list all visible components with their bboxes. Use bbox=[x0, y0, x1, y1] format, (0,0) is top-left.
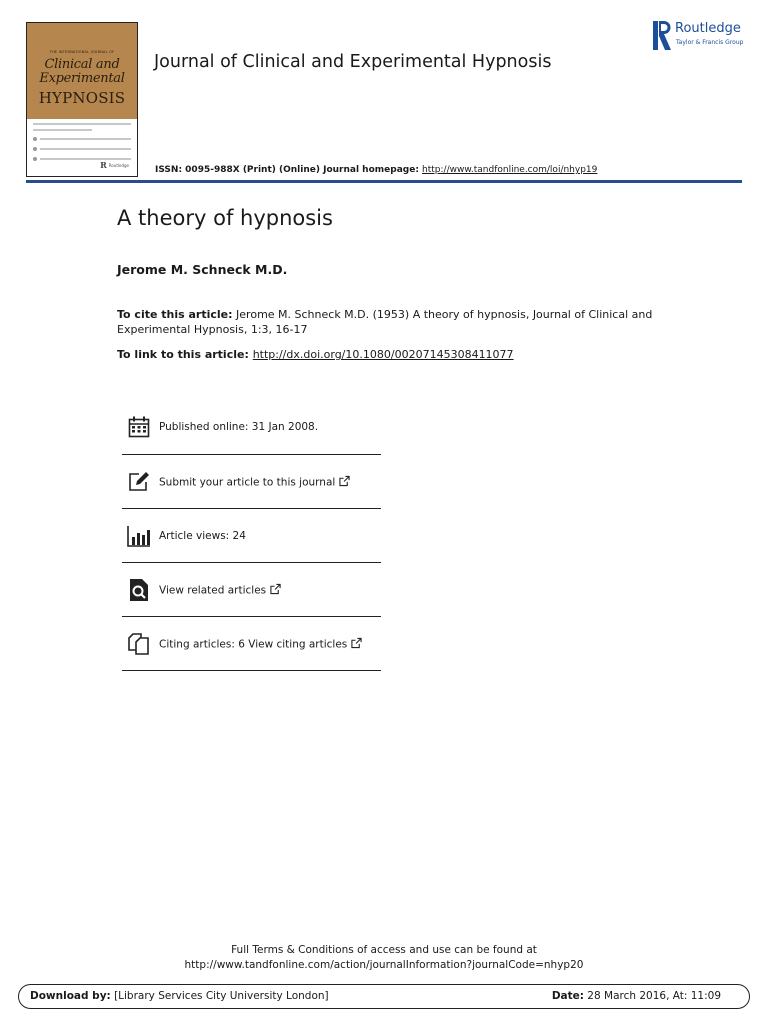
article-title: A theory of hypnosis bbox=[117, 206, 333, 230]
download-info-bar bbox=[18, 984, 750, 1009]
cite-text: Jerome M. Schneck M.D. (1953) A theory of hypnosis, Journal of Clinical and Experimental Hypnosis, 1:3, 16-17 bbox=[117, 308, 653, 336]
journal-title: Journal of Clinical and Experimental Hypnosis bbox=[154, 52, 552, 72]
publisher-logo[interactable] bbox=[653, 21, 748, 51]
related-articles-link[interactable]: View related articles bbox=[159, 583, 281, 596]
article-views-row bbox=[122, 509, 381, 563]
citation bbox=[117, 307, 677, 337]
download-by: Download by: [Library Services City University London] bbox=[30, 990, 329, 1002]
external-link-icon bbox=[339, 475, 350, 486]
search-document-icon bbox=[127, 578, 151, 602]
issn-text: ISSN: 0095-988X (Print) (Online) Journal homepage: bbox=[155, 165, 423, 175]
issn-line bbox=[155, 165, 597, 175]
terms-line1: Full Terms & Conditions of access and use can be found at bbox=[231, 944, 537, 956]
cover-text-lines bbox=[33, 123, 131, 135]
external-link-icon bbox=[351, 637, 362, 648]
related-articles-row[interactable] bbox=[122, 563, 381, 617]
article-author: Jerome M. Schneck M.D. bbox=[117, 262, 288, 277]
publisher-subtitle: Taylor & Francis Group bbox=[676, 39, 744, 46]
publisher-name: Routledge bbox=[675, 21, 741, 36]
article-link-line bbox=[117, 348, 514, 361]
cover-small-heading: THE INTERNATIONAL JOURNAL OF bbox=[49, 50, 115, 54]
terms-url[interactable]: http://www.tandfonline.com/action/journalInformation?journalCode=nhyp20 bbox=[184, 959, 584, 971]
published-online-row bbox=[122, 400, 381, 455]
article-views-text: Article views: 24 bbox=[159, 529, 246, 542]
cover-title-line1: Clinical and bbox=[44, 57, 120, 72]
calendar-icon bbox=[127, 415, 151, 439]
cover-title-line3: HYPNOSIS bbox=[38, 89, 126, 107]
link-label: To link to this article: bbox=[117, 348, 253, 361]
header-divider bbox=[26, 180, 742, 183]
submit-article-row[interactable] bbox=[122, 455, 381, 509]
citing-documents-icon bbox=[127, 632, 151, 656]
journal-cover-image bbox=[26, 22, 138, 177]
cover-band bbox=[27, 23, 137, 119]
journal-homepage-link[interactable]: http://www.tandfonline.com/loi/nhyp19 bbox=[422, 165, 598, 175]
article-info-list bbox=[122, 400, 381, 671]
cover-title-line2: Experimental bbox=[39, 71, 125, 86]
routledge-r-icon bbox=[653, 21, 671, 50]
cite-label: To cite this article: bbox=[117, 308, 233, 321]
citing-articles-row[interactable] bbox=[122, 617, 381, 671]
doi-link[interactable]: http://dx.doi.org/10.1080/00207145308411077 bbox=[252, 348, 514, 361]
external-link-icon bbox=[270, 583, 281, 594]
bar-chart-icon bbox=[127, 524, 151, 548]
edit-icon bbox=[127, 470, 151, 494]
cover-publisher-logo: R Routledge bbox=[100, 160, 129, 170]
terms-notice bbox=[0, 943, 768, 973]
submit-article-link[interactable]: Submit your article to this journal bbox=[159, 475, 350, 488]
citing-articles-link[interactable]: Citing articles: 6 View citing articles bbox=[159, 637, 362, 650]
published-online-text: Published online: 31 Jan 2008. bbox=[159, 421, 319, 433]
download-date: Date: 28 March 2016, At: 11:09 bbox=[551, 990, 721, 1002]
